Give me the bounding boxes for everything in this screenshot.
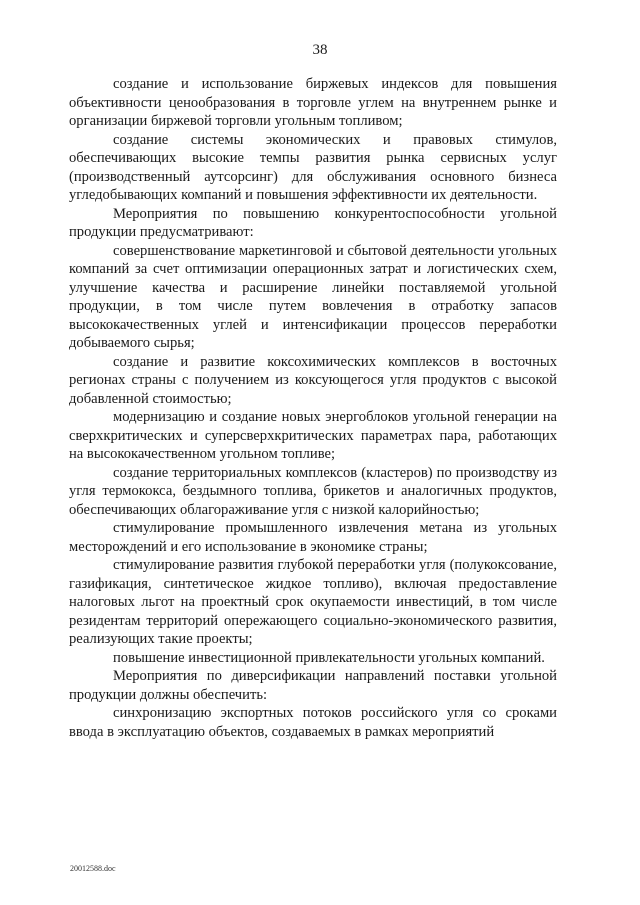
paragraph: стимулирование развития глубокой переработки угля (полукоксование, газификация, синтетическое жидкое топливо), включая предоставление налоговых льгот на проектный срок окупаемости инвестиций, в том числе резидентам территорий опережающего социально-экономического развития, реализующих такие проекты; — [69, 557, 557, 647]
page-number: 38 — [312, 42, 328, 58]
footer-filename: 20012588.doc — [70, 864, 116, 873]
paragraph: повышение инвестиционной привлекательности угольных компаний. — [113, 649, 545, 666]
paragraph: модернизацию и создание новых энергоблоков угольной генерации на сверхкритических и суперсверхкритических параметрах пара, работающих на высококачественном угольном топливе; — [69, 409, 557, 462]
paragraph: создание территориальных комплексов (кластеров) по производству из угля термококса, бездымного топлива, брикетов и аналогичных продуктов, обеспечивающих облагораживание угля с низкой калорийностью; — [69, 464, 557, 518]
paragraph: Мероприятия по диверсификации направлений поставки угольной продукции должны обеспечить: — [69, 668, 557, 703]
paragraph: создание и использование биржевых индексов для повышения объективности ценообразования в торговле углем на внутреннем рынке и организации биржевой торговли угольным топливом; — [69, 76, 557, 129]
paragraph: создание системы экономических и правовых стимулов, обеспечивающих высокие темпы развития рынка сервисных услуг (производственный аутсорсинг) для обслуживания основного бизнеса угледобывающих компаний и повышения эффективности их деятельности. — [69, 131, 557, 203]
paragraph: создание и развитие коксохимических комплексов в восточных регионах страны с получением из коксующегося угля продуктов с высокой добавленной стоимостью; — [69, 353, 557, 407]
paragraph: Мероприятия по повышению конкурентоспособности угольной продукции предусматривают: — [69, 205, 557, 240]
paragraph: синхронизацию экспортных потоков российского угля со сроками ввода в эксплуатацию объектов, создаваемых в рамках мероприятий — [69, 705, 557, 740]
paragraph: стимулирование промышленного извлечения метана из угольных месторождений и его использование в экономике страны; — [69, 520, 557, 555]
paragraph: совершенствование маркетинговой и сбытовой деятельности угольных компаний за счет оптимизации операционных затрат и логистических схем, улучшение качества и расширение линейки поставляемой угольной продукции, в том числе путем вовлечения в отработку запасов высококачественных углей и интенсификации процессов переработки добываемого сырья; — [69, 242, 557, 351]
document-body — [69, 75, 557, 741]
